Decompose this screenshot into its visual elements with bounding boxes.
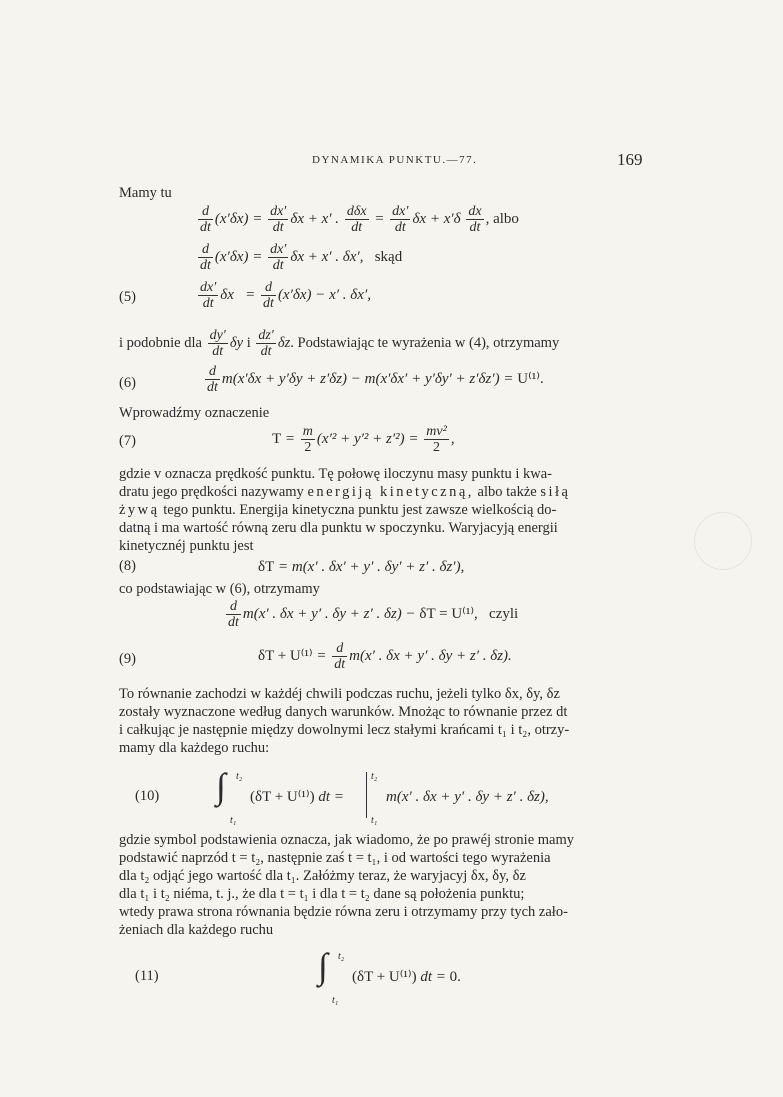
text-line: Mamy tu bbox=[119, 185, 172, 201]
text-line: kinetycznéj punktu jest bbox=[119, 538, 254, 554]
text-line: zostały wyznaczone według danych warunków. Mnożąc to równanie przez dt bbox=[119, 704, 568, 720]
page-number: 169 bbox=[617, 150, 643, 169]
equation-line: $\frac{dx'}{dt}$ δx = $\frac{d}{dt}$ (x′δx) − x′ . δx′, bbox=[200, 280, 371, 311]
emphasis-text: energiją kinetyczną, bbox=[307, 484, 474, 500]
text-line: dla t₁ i t₂ niéma, t. j., że dla t = t₁ i dla t = t₂ dane są położenia punktu; bbox=[119, 886, 525, 902]
text-line: To równanie zachodzi w każdéj chwili podczas ruchu, jeżeli tylko δx, δy, δz bbox=[119, 686, 560, 702]
equation-number: (5) bbox=[119, 289, 136, 305]
equation-line: T = $\frac{m}{2}$ (x′² + y′² + z′²) = $\frac{\text{mv²}}{2}$ , bbox=[272, 424, 455, 455]
text-line: gdzie v oznacza prędkość punktu. Tę połowę iloczynu masy punktu i kwa- bbox=[119, 466, 552, 482]
equation-number: (6) bbox=[119, 375, 136, 391]
equation-number: (10) bbox=[135, 788, 160, 804]
text-fragment: dratu jego prędkości nazywamy bbox=[119, 484, 304, 500]
library-stamp bbox=[694, 512, 752, 570]
text-line bbox=[119, 483, 571, 501]
text-line: mamy dla każdego ruchu: bbox=[119, 740, 270, 756]
text-line: podstawić naprzód t = t₂, następnie zaś t = t₁, i od wartości tego wyrażenia bbox=[119, 850, 551, 866]
equation-line: $\frac{d}{dt}$ m(x′δx + y′δy + z′δz) − m(x′δx′ + y′δy′ + z′δz′) = U⁽¹⁾. bbox=[207, 364, 544, 395]
emphasis-text: żywą bbox=[119, 502, 160, 518]
text-line bbox=[119, 501, 556, 519]
text-fragment: Podstawiając te wyrażenia w (4), otrzymamy bbox=[297, 334, 560, 351]
text-line: Wprowadźmy oznaczenie bbox=[119, 405, 270, 421]
text-line: i podobnie dla $\frac{dy'}{dt}$ δy i $\frac{dz'}{dt}$ δz. Podstawiając te wyrażenia w (4), otrzymamy bbox=[119, 328, 560, 359]
text-fragment: i podobnie dla bbox=[119, 334, 202, 351]
equation-line: $\frac{d}{dt}$ (x′δx) = $\frac{dx'}{dt}$ δx + x′ . $\frac{\text{dδx}}{dt}$ = $\frac{dx'}{dt}$ δx + x′δ $\frac{dx}{dt}$ , albo bbox=[200, 204, 519, 235]
equation-number: (9) bbox=[119, 651, 136, 667]
text-line: wtedy prawa strona równania będzie równa zeru i otrzymamy przy tych zało- bbox=[119, 904, 568, 920]
integral-sign: ∫ bbox=[216, 766, 226, 806]
eq-word: czyli bbox=[489, 605, 519, 622]
text-line: i całkując je następnie między dowolnymi lecz stałymi krańcami t₁ i t₂, otrzy- bbox=[119, 722, 570, 738]
text-fragment: i bbox=[246, 334, 251, 351]
text-line: co podstawiając w (6), otrzymamy bbox=[119, 581, 320, 597]
equation-number: (7) bbox=[119, 433, 136, 449]
equation-line: ∫ t₂ t₁ (δT + U⁽¹⁾) dt = t₂ t₁ m(x′ . δx + y′ . δy + z′ . δz), bbox=[216, 766, 549, 826]
integral-sign: ∫ bbox=[318, 946, 328, 986]
equation-line: $\frac{d}{dt}$ (x′δx) = $\frac{dx'}{dt}$ δx + x′ . δx′, skąd bbox=[200, 242, 403, 273]
text-line: datną i ma wartość równą zeru dla punktu w spoczynku. Waryjacyją energii bbox=[119, 520, 558, 536]
text-fragment: tego punktu. Energija kinetyczna punktu jest zawsze wielkością do- bbox=[163, 502, 557, 518]
eq-word: albo bbox=[493, 210, 519, 227]
text-line: dla t₂ odjąć jego wartość dla t₁. Załóżmy teraz, że waryjacyj δx, δy, δz bbox=[119, 868, 526, 884]
equation-line: $\frac{d}{dt}$ m(x′ . δx + y′ . δy + z′ . δz) − δT = U⁽¹⁾, czyli bbox=[228, 599, 519, 630]
eq-word: skąd bbox=[374, 248, 403, 265]
text-line: gdzie symbol podstawienia oznacza, jak wiadomo, że po prawéj stronie mamy bbox=[119, 832, 574, 848]
text-fragment: albo także bbox=[477, 484, 537, 500]
running-header: DYNAMIKA PUNKTU.—77. bbox=[312, 154, 478, 166]
equation-line: δT + U⁽¹⁾ = $\frac{d}{dt}$ m(x′ . δx + y′ . δy + z′ . δz). bbox=[258, 641, 512, 672]
equation-line: ∫ t₂ t₁ (δT + U⁽¹⁾) dt = 0. bbox=[318, 946, 461, 1006]
equation-line: δT = m(x′ . δx′ + y′ . δy′ + z′ . δz′), bbox=[258, 559, 465, 575]
emphasis-text: siłą bbox=[540, 484, 571, 500]
equation-number: (8) bbox=[119, 558, 136, 574]
equation-number: (11) bbox=[135, 968, 159, 984]
text-line: żeniach dla każdego ruchu bbox=[119, 922, 274, 938]
